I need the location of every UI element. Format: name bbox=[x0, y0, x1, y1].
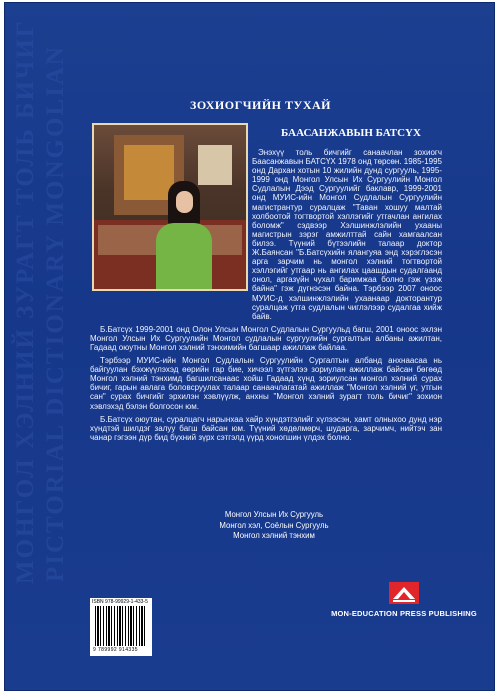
bio-paragraph-4: Б.Батсүх оюутан, суралцагч нарынхаа хайр хүндэтгэлийг хүлээсэн, хамт олныхоо дунд нэр хүндтэй шилдэг залуу багш байсан юм. Түүний хөдөлмөрч, шударга, зарчимч, нийтэч зан чанар гэгээн дүр бид бүхний зүрх сэтгэлд үүрд хоногшин үлдэх болно. bbox=[90, 414, 442, 442]
signature-line-3: Монгол хэлний тэнхим bbox=[233, 531, 315, 541]
signature-block bbox=[194, 510, 354, 542]
signature-line-1: Монгол Улсын Их Сургууль bbox=[224, 510, 324, 519]
spine-title-mongolian: МОНГОЛ ХЭЛНИЙ ЗУРАГТ ТОЛЬ БИЧИГ bbox=[12, 19, 39, 585]
bio-paragraph-1: Энэхүү толь бичгийг санаачлан зохиогч Баасанжавын БАТСҮХ 1978 онд төрсөн. 1985-1995 онд Дархан хотын 10 жилийн дунд сургууль, 1995-1999 онд Монгол Улсын Их Сургуулийн Монгол Судлалын Дээд Сургуулийг баклавр, 1999-2001 онд МУИС-ийн Монгол Судлалын Сургуулийн магистрантур суралцаж "Таван хошуу малтай холбоотой тогтвортой хэллэгийг утгачлан ангилах боломж" сэдвээр Хэлшинжлэлийн ухааны магистрын зэрэг амжилттай сайн хамгаалсан билээ. Түүний бүтээлийн талаар доктор Ж.Баянсан "Б.Батсүхийн ялангуяа энд хэрэглэсэн арга зарчим нь монгол хэлний тогтвортой хэллэгийг утгаар нь ангилах цаашдын судалгаанд онол, аргазүйн чухал баримжаа болно гэж үзэж байна" гэж дүгнэсэн байна. Тэрбээр 2007 оноос МУИС-д хэлшинжлэлийн ухаанаар докторантур суралцаж утга судлалын чиглэлээр судалгаа хийж байв. bbox=[252, 148, 442, 321]
publisher-logo-icon bbox=[389, 582, 419, 604]
publisher-name: MON-EDUCATION PRESS PUBLISHING bbox=[331, 609, 477, 618]
barcode-number: 9 789992 914335 bbox=[93, 647, 138, 653]
spine-title-english: PICTORIAL DICTIONARY MONGOLIAN bbox=[42, 45, 69, 582]
signature-line-2: Монгол хэл, Соёлын Сургууль bbox=[219, 520, 329, 530]
isbn-label: ISBN 978-99929-1-433-5 bbox=[92, 599, 148, 605]
barcode bbox=[90, 598, 152, 656]
author-biography bbox=[90, 148, 442, 446]
author-name: БААСАНЖАВЫН БАТСҮХ bbox=[281, 127, 421, 139]
barcode-bars bbox=[95, 606, 147, 646]
bio-paragraph-3: Тэрбээр МУИС-ийн Монгол Судлалын Сургуулийн Сургалтын албанд анхнаасаа нь байгуулан бэхжүүлэхэд өөрийн гар бие, хичээл зүтгэлээ зориулан ажиллаж байсан бөгөөд Монгол хэлний тэнхимд багшилсанаас хойш Гадаад хүнд зориулсан монгол хэлний сурах бичиг, гарын авлага боловсруулах талаар санаачлагатай ажиллаж "Монгол хэлний үг, утгын сан" сурах бичгийг эрхилэн хэвлүүлж, анхны "Монгол хэлний зурагт толь бичиг" зохион хэвлэхэд бэлэн болгосон юм. bbox=[90, 356, 442, 411]
bio-paragraph-2: Б.Батсүх 1999-2001 онд Олон Улсын Монгол Судлалын Сургуульд багш, 2001 оноос эхлэн Монгол Улсын Их Сургуулийн Монгол судлалын сургуулийн сургалтын албаны ажилтан, Гадаад оюутны Монгол хэлний тэнхимийн багшаар ажиллаж байлаа. bbox=[90, 324, 442, 352]
section-heading: ЗОХИОГЧИЙН ТУХАЙ bbox=[190, 98, 331, 112]
back-cover bbox=[4, 2, 495, 691]
logo-base bbox=[393, 600, 415, 602]
